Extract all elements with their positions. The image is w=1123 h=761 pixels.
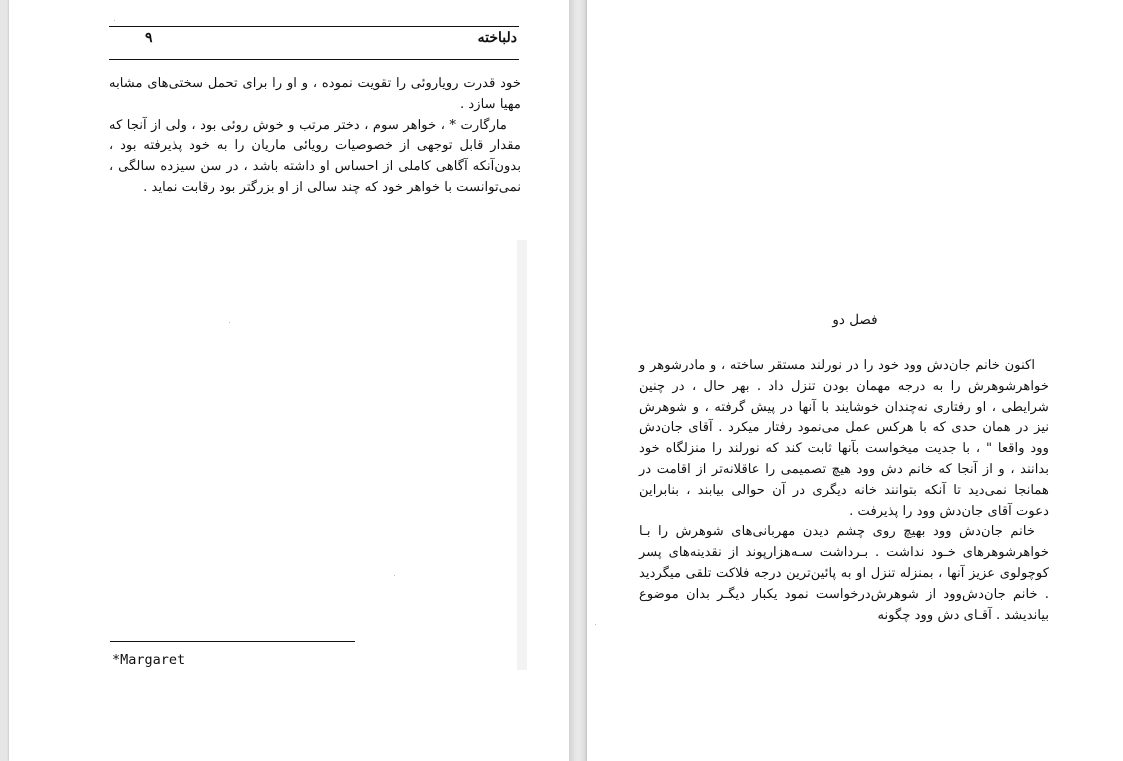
scan-speck [595,624,596,625]
footnote-divider [110,641,355,642]
page-number: ۹ [145,30,153,46]
scan-speck [394,575,395,576]
scan-speck [229,322,230,323]
left-body-text [109,74,521,199]
right-body-text [639,356,1049,626]
book-gutter [569,0,587,761]
paragraph: اکنون خانم جان‌دش وود خود را در نورلند مستقر ساخته ، و مادرشوهر و خواهرشوهرش را به درجه مهمان بودن تنزل داد . بهر حال ، در چنین شرایطی ، او رفتاری نه‌چندان خوشایند با آنها در پیش گرفته ، و شوهرش نیز در همان حدی که با هرکس عمل می‌نمود رفتار میکرد . آقای جان‌دش وود واقعا " ، با جدیت میخواست بآنها ثابت کند که نورلند را منزلگاه خود بدانند ، و از آنجا که خانم دش وود هیچ تصمیمی را عاقلانه‌تر از اقامت در همانجا نمی‌دید تا آنکه بتوانند خانه دیگری در آن حوالی بیابند ، بنابراین دعوت آقای جان‌دش وود را پذیرفت . [639,358,1049,519]
scan-edge-shade [517,240,527,670]
paragraph: خانم جان‌دش وود بهیچ روی چشم دیدن مهربانی‌های شوهرش را بـا خواهرشوهرهای خـود نداشت . بـرداشت سـه‌هزارپوند از نقدینه‌های پسر کوچولوی عزیز آنها ، بمنزله تنزل او به پائین‌ترین درجه فلاکت تلقی میگردید . خانم جان‌دش‌وود از شوهرش‌درخواست نمود یکبار دیگـر بدان موضوع بیاندیشد . آقـای دش وود چگونه [639,524,1049,623]
chapter-title: فصل دو [832,312,878,328]
running-title: دلباخته [477,30,517,46]
scan-speck [114,20,115,21]
left-page [9,0,569,761]
paragraph: خود قدرت رویاروئی را تقویت نموده ، و او را برای تحمل سختی‌های مشابه مهیا سازد . [109,76,521,112]
right-page [587,0,1123,761]
paragraph: مارگارت * ، خواهر سوم ، دختر مرتب و خوش روئی بود ، ولی از آنجا که مقدار قابل توجهی از خصوصیات رویائی ماریان را به خود پذیرفته بود ، بدون‌آنکه آگاهی کاملی از احساس او داشته باشد ، در سن سیزده سالگی ، نمی‌توانست با خواهر خود که چند سالی از او بزرگتر بود رقابت نماید . [109,117,521,195]
running-header [109,26,519,60]
footnote: *Margaret [112,652,186,668]
